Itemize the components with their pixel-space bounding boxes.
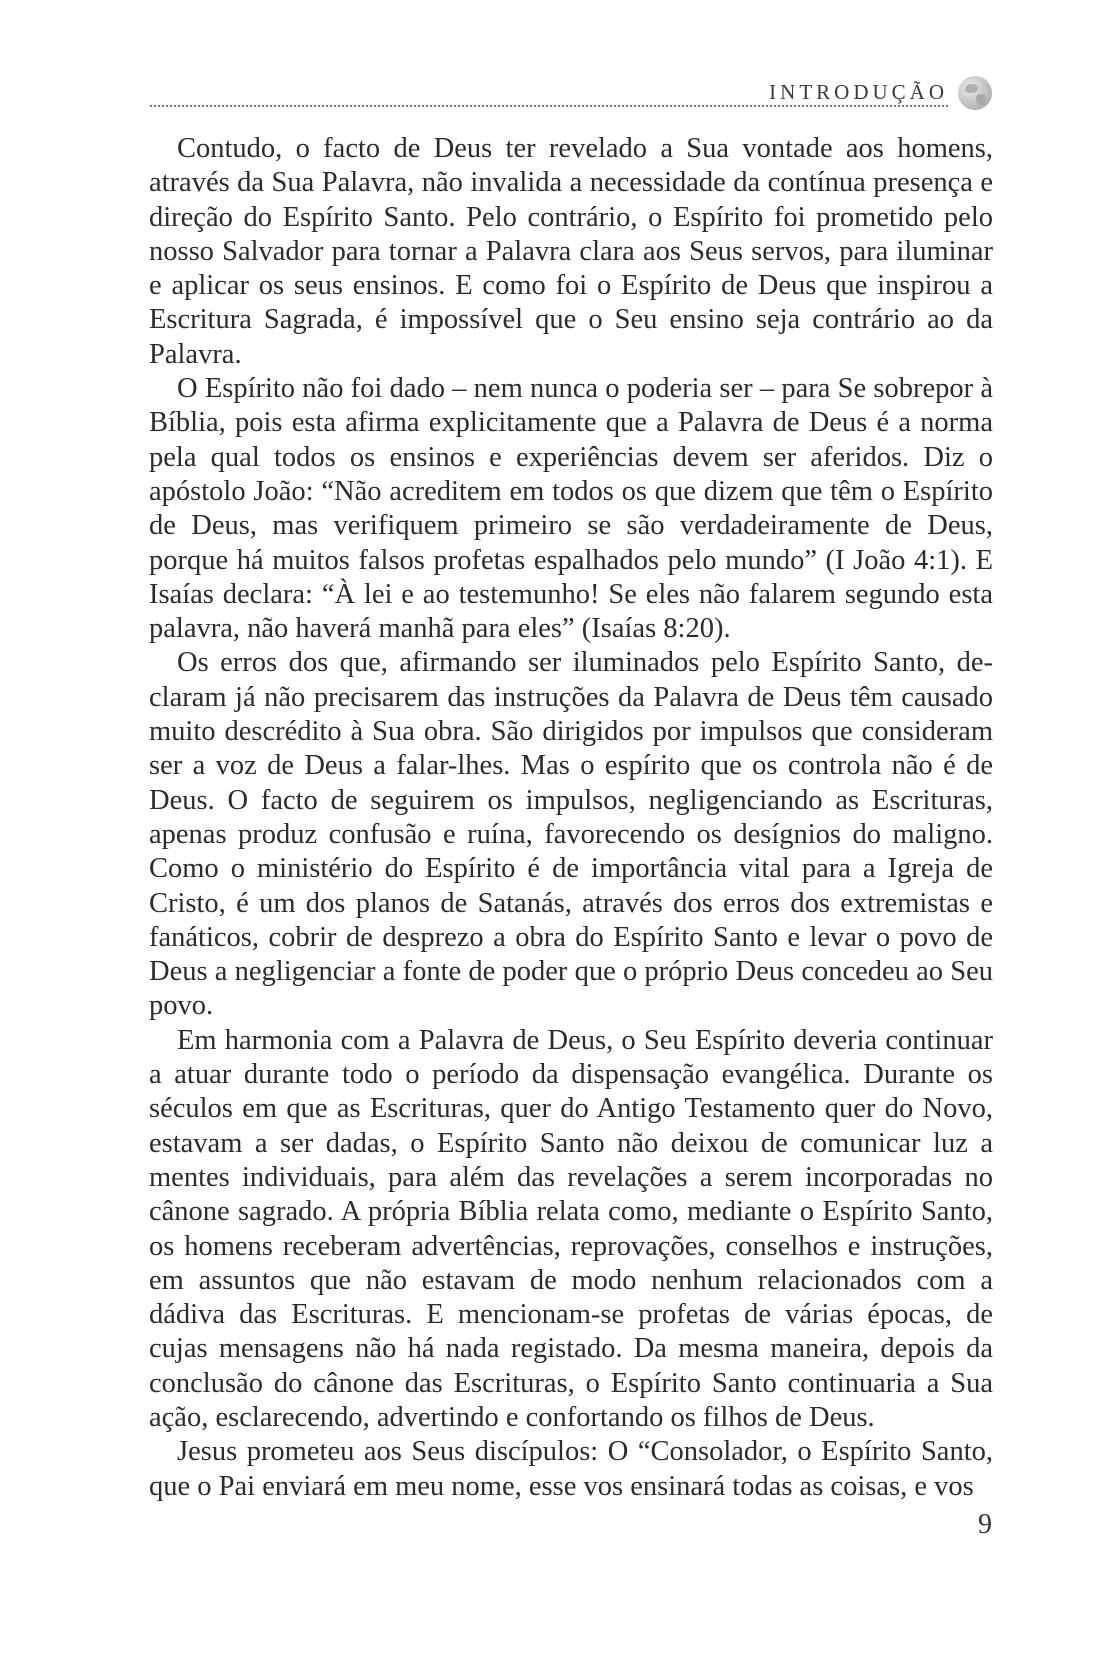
paragraph: Jesus prometeu aos Seus discípulos: O “Consolador, o Espírito Santo, que o Pai enviará em meu nome, esse vos ensinará todas as coisas, e vos: [149, 1436, 993, 1502]
body-text: [149, 132, 993, 1504]
paragraph: O Espírito não foi dado – nem nunca o poderia ser – para Se sobrepor à Bíblia, pois esta afirma explicitamente que a Palavra de Deus é a norma pela qual todos os ensinos e experiências devem ser aferidos. Diz o apóstolo João: “Não acreditem em todos os que dizem que têm o Espírito de Deus, mas verifiquem primeiro se são verdadeiramente de Deus, porque há muitos falsos profetas espalhados pelo mundo” (I João 4:1). E Isaías declara: “À lei e ao testemunho! Se eles não falarem segundo esta palavra, não haverá manhã para eles” (Isaías 8:20).: [149, 373, 993, 645]
running-header: [150, 72, 992, 112]
running-header-title: INTRODUÇÃO: [769, 80, 948, 104]
dotted-header-rule: [150, 105, 948, 107]
paragraph: Contudo, o facto de Deus ter revelado a Sua vontade aos homens, através da Sua Palavra, não invalida a necessidade da contínua presença e direção do Espírito Santo. Pelo contrário, o Espírito foi prometido pelo nosso Salvador para tornar a Palavra clara aos Seus servos, para iluminar e aplicar os seus ensinos. E como foi o Espírito de Deus que inspirou a Escritura Sagrada, é impossível que o Seu ensino seja contrário ao da Palavra.: [149, 133, 993, 370]
paragraph: Os erros dos que, afirmando ser iluminados pelo Espírito Santo, declaram já não precisarem das instruções da Palavra de Deus têm causado muito descrédito à Sua obra. São dirigidos por impulsos que consideram ser a voz de Deus a falar-lhes. Mas o espírito que os controla não é de Deus. O facto de seguirem os impulsos, negligenciando as Escrituras, apenas produz confusão e ruína, favorecendo os desígnios do maligno. Como o ministério do Espírito é de importância vital para a Igreja de Cristo, é um dos planos de Satanás, através dos erros dos extremistas e fanáticos, cobrir de desprezo a obra do Espírito Santo e levar o povo de Deus a negligenciar a fonte de poder que o próprio Deus concedeu ao Seu povo.: [149, 647, 993, 1022]
page-number: 9: [978, 1509, 992, 1540]
paragraph: Em harmonia com a Palavra de Deus, o Seu Espírito deveria continuar a atuar durante todo o período da dispensação evangélica. Durante os séculos em que as Escrituras, quer do Antigo Testamento quer do Novo, estavam a ser dadas, o Espírito Santo não deixou de comunicar luz a mentes individuais, para além das revelações a serem incorporadas no cânone sagrado. A própria Bíblia relata como, mediante o Espírito Santo, os homens receberam advertências, reprovações, conselhos e instruções, em assuntos que não estavam de modo nenhum relacionados com a dádiva das Escrituras. E mencionam-se profetas de várias épocas, de cujas mensagens não há nada registado. Da mesma maneira, depois da conclusão do cânone das Escrituras, o Espírito Santo continuaria a Sua ação, esclarecendo, advertindo e confortando os filhos de Deus.: [149, 1024, 993, 1433]
globe-icon: [958, 76, 992, 110]
